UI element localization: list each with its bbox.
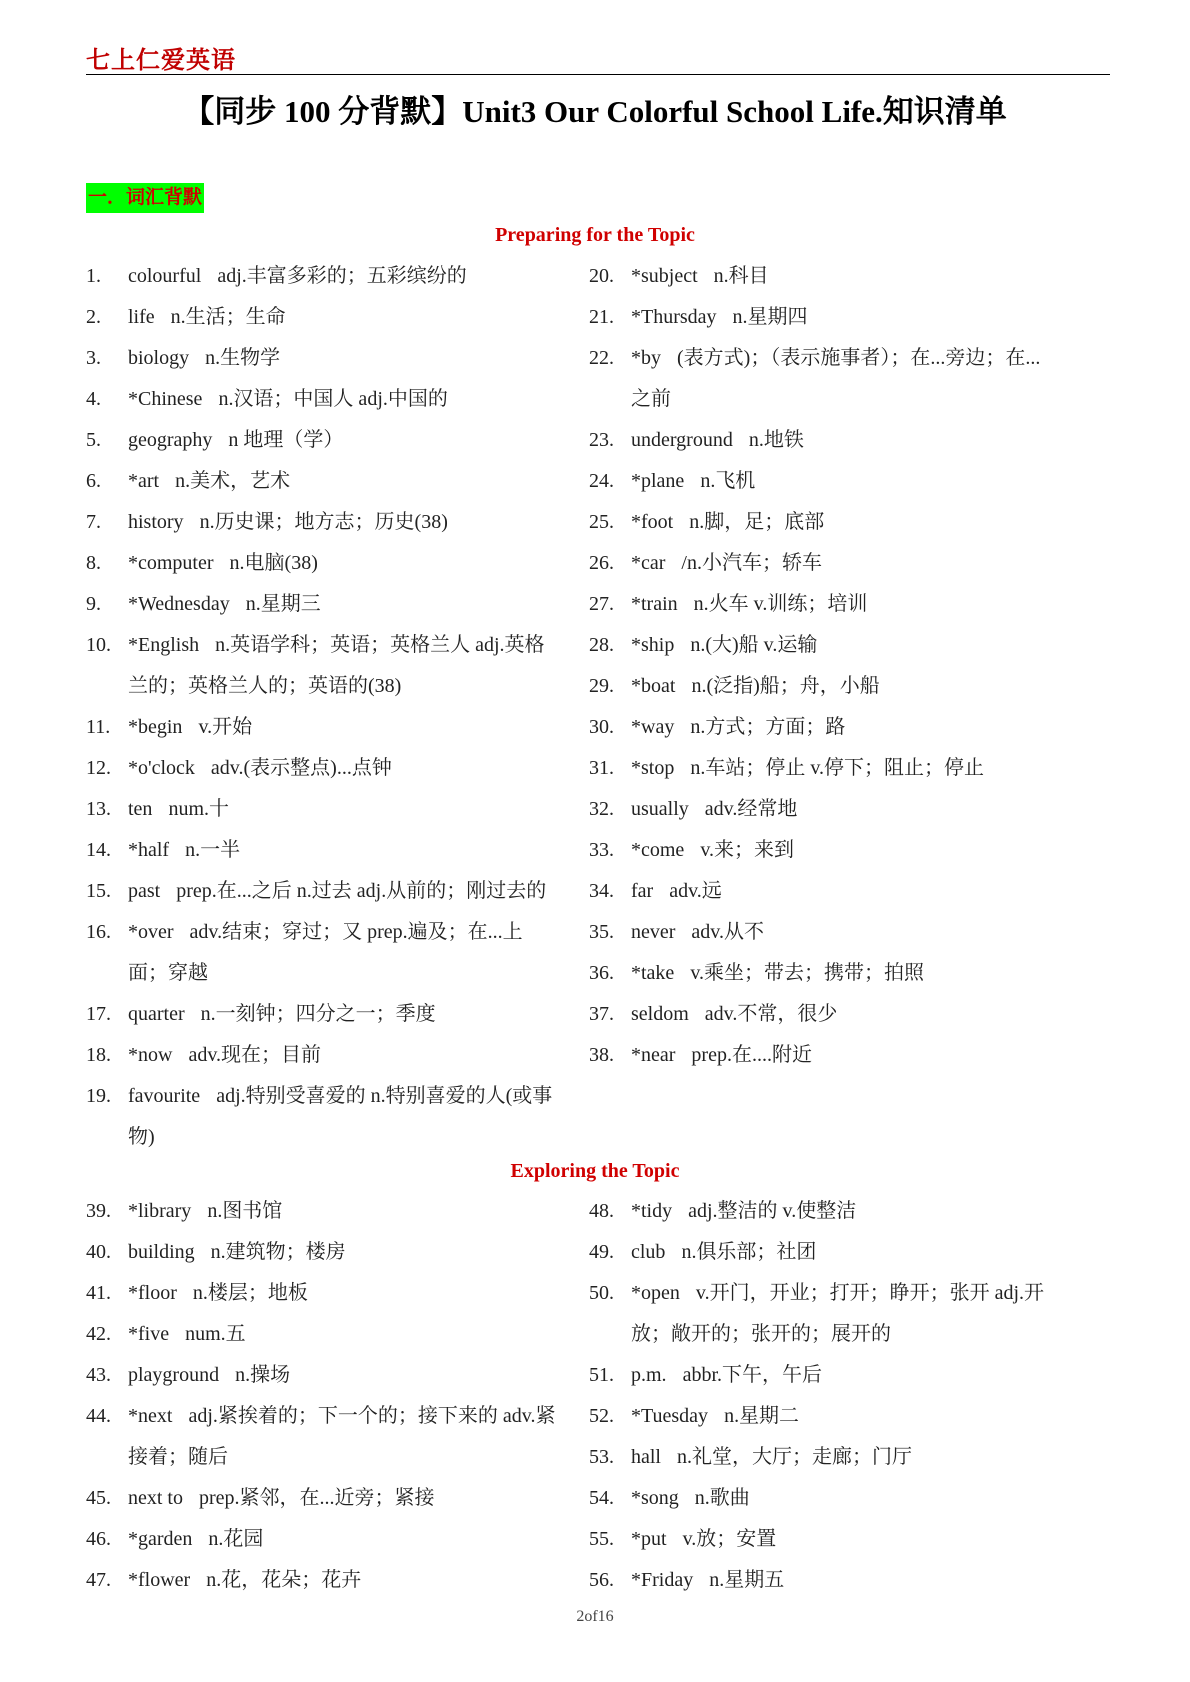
- entry-number: 32.: [589, 798, 614, 820]
- entry-definition: n.歌曲: [694, 1487, 750, 1509]
- vocab-entry: [589, 420, 1059, 461]
- entry-word: *foot: [631, 511, 674, 533]
- vocab-entry: [589, 1191, 1059, 1232]
- entry-word: never: [631, 921, 676, 943]
- vocab-entry: [589, 707, 1059, 748]
- entry-word: usually: [631, 798, 689, 820]
- vocab-entry: [589, 953, 1059, 994]
- vocab-entry: [589, 338, 1059, 420]
- vocab-entry: [86, 912, 556, 994]
- vocab-column-right-2: [589, 1191, 1059, 1601]
- vocab-entry: [589, 789, 1059, 830]
- entry-word: favourite: [128, 1085, 201, 1107]
- entry-word: *stop: [631, 757, 675, 779]
- entry-definition: num.十: [168, 798, 229, 820]
- entry-definition: n.花，花朵；花卉: [206, 1569, 362, 1591]
- vocab-entry: [589, 1478, 1059, 1519]
- entry-definition: n.星期三: [245, 593, 321, 615]
- entry-word: *song: [631, 1487, 679, 1509]
- vocab-entry: [86, 830, 556, 871]
- entry-definition: adj.丰富多彩的；五彩缤纷的: [217, 265, 467, 287]
- entry-number: 17.: [86, 1003, 111, 1025]
- entry-word: *car: [631, 552, 666, 574]
- vocab-entry: [589, 297, 1059, 338]
- entry-definition: n.车站；停止 v.停下；阻止；停止: [690, 757, 985, 779]
- entry-number: 37.: [589, 1003, 614, 1025]
- entry-number: 39.: [86, 1200, 111, 1222]
- entry-definition: n.操场: [235, 1364, 291, 1386]
- entry-word: colourful: [128, 265, 202, 287]
- vocab-entry: [589, 1273, 1059, 1355]
- vocab-entry: [86, 1232, 556, 1273]
- entry-word: *art: [128, 470, 160, 492]
- sub-heading-preparing: Preparing for the Topic: [495, 224, 695, 246]
- entry-word: seldom: [631, 1003, 689, 1025]
- vocab-entry: [86, 1519, 556, 1560]
- entry-definition: n.俱乐部；社团: [681, 1241, 817, 1263]
- entry-word: *English: [128, 634, 200, 656]
- entry-word: *tidy: [631, 1200, 673, 1222]
- entry-number: 8.: [86, 552, 101, 574]
- entry-number: 49.: [589, 1241, 614, 1263]
- vocab-entry: [86, 543, 556, 584]
- entry-word: *take: [631, 962, 675, 984]
- vocab-entry: [86, 379, 556, 420]
- entry-definition: n.星期五: [709, 1569, 785, 1591]
- entry-definition: adv.结束；穿过；又 prep.遍及；在...上面；穿越: [128, 921, 523, 984]
- entry-number: 21.: [589, 306, 614, 328]
- vocab-entry: [589, 1437, 1059, 1478]
- entry-definition: n.(大)船 v.运输: [690, 634, 818, 656]
- entry-word: *Wednesday: [128, 593, 230, 615]
- entry-word: ten: [128, 798, 153, 820]
- entry-definition: v.开门，开业；打开；睁开；张开 adj.开放；敞开的；张开的；展开的: [631, 1282, 1045, 1345]
- entry-number: 48.: [589, 1200, 614, 1222]
- entry-definition: adj.整洁的 v.使整洁: [688, 1200, 857, 1222]
- entry-word: *half: [128, 839, 170, 861]
- entry-number: 11.: [86, 716, 111, 738]
- entry-number: 24.: [589, 470, 614, 492]
- entry-definition: prep.在....附近: [691, 1044, 812, 1066]
- entry-definition: n.(泛指)船；舟，小船: [691, 675, 880, 697]
- entry-word: next to: [128, 1487, 183, 1509]
- entry-number: 26.: [589, 552, 614, 574]
- entry-definition: prep.在...之后 n.过去 adj.从前的；刚过去的: [176, 880, 547, 902]
- entry-definition: n.历史课；地方志；历史(38): [199, 511, 448, 533]
- entry-number: 40.: [86, 1241, 111, 1263]
- entry-definition: n.英语学科；英语；英格兰人 adj.英格兰的；英格兰人的；英语的(38): [128, 634, 545, 697]
- vocab-entry: [86, 1314, 556, 1355]
- entry-definition: n.生活；生命: [170, 306, 286, 328]
- entry-definition: v.开始: [198, 716, 253, 738]
- entry-word: p.m.: [631, 1364, 667, 1386]
- entry-definition: prep.紧邻，在...近旁；紧接: [199, 1487, 435, 1509]
- entry-definition: n.星期二: [724, 1405, 800, 1427]
- entry-definition: n.电脑(38): [229, 552, 318, 574]
- entry-number: 38.: [589, 1044, 614, 1066]
- entry-number: 14.: [86, 839, 111, 861]
- vocab-entry: [86, 748, 556, 789]
- entry-number: 44.: [86, 1405, 111, 1427]
- entry-word: *way: [631, 716, 675, 738]
- entry-word: *now: [128, 1044, 173, 1066]
- entry-word: *by: [631, 347, 661, 369]
- entry-number: 23.: [589, 429, 614, 451]
- entry-word: history: [128, 511, 184, 533]
- entry-definition: adv.经常地: [704, 798, 798, 820]
- vocab-entry: [589, 543, 1059, 584]
- entry-definition: (表方式)；（表示施事者）；在...旁边；在...之前: [631, 347, 1041, 410]
- entry-number: 12.: [86, 757, 111, 779]
- entry-number: 22.: [589, 347, 614, 369]
- vocab-entry: [589, 1519, 1059, 1560]
- entry-definition: n.楼层；地板: [192, 1282, 308, 1304]
- entry-number: 45.: [86, 1487, 111, 1509]
- entry-word: underground: [631, 429, 733, 451]
- vocab-entry: [589, 994, 1059, 1035]
- entry-word: *garden: [128, 1528, 193, 1550]
- vocab-column-right-1: [589, 256, 1059, 1076]
- vocab-entry: [86, 1478, 556, 1519]
- entry-number: 3.: [86, 347, 101, 369]
- vocab-entry: [86, 584, 556, 625]
- entry-word: *flower: [128, 1569, 191, 1591]
- entry-definition: n.星期四: [732, 306, 808, 328]
- vocab-entry: [589, 584, 1059, 625]
- vocab-entry: [86, 461, 556, 502]
- entry-definition: n.一刻钟；四分之一；季度: [200, 1003, 436, 1025]
- entry-word: *come: [631, 839, 685, 861]
- vocab-entry: [589, 625, 1059, 666]
- entry-number: 35.: [589, 921, 614, 943]
- entry-word: past: [128, 880, 161, 902]
- entry-word: quarter: [128, 1003, 185, 1025]
- entry-definition: abbr.下午，午后: [682, 1364, 822, 1386]
- entry-number: 51.: [589, 1364, 614, 1386]
- vocab-entry: [86, 1560, 556, 1601]
- vocab-column-left-1: [86, 256, 556, 1158]
- vocab-entry: [589, 871, 1059, 912]
- entry-number: 54.: [589, 1487, 614, 1509]
- entry-word: *Friday: [631, 1569, 694, 1591]
- vocab-entry: [589, 1396, 1059, 1437]
- section-title: 一．词汇背默: [86, 183, 204, 213]
- entry-definition: num.五: [185, 1323, 246, 1345]
- entry-number: 30.: [589, 716, 614, 738]
- entry-word: *library: [128, 1200, 192, 1222]
- vocab-entry: [589, 256, 1059, 297]
- entry-definition: n.建筑物；楼房: [210, 1241, 346, 1263]
- vocab-entry: [86, 871, 556, 912]
- entry-word: hall: [631, 1446, 661, 1468]
- entry-word: *Chinese: [128, 388, 203, 410]
- entry-number: 29.: [589, 675, 614, 697]
- entry-number: 18.: [86, 1044, 111, 1066]
- vocab-entry: [589, 502, 1059, 543]
- entry-number: 25.: [589, 511, 614, 533]
- entry-number: 42.: [86, 1323, 111, 1345]
- entry-number: 33.: [589, 839, 614, 861]
- entry-definition: adj.紧挨着的；下一个的；接下来的 adv.紧接着；随后: [128, 1405, 556, 1468]
- entry-word: *Tuesday: [631, 1405, 709, 1427]
- vocab-entry: [589, 912, 1059, 953]
- header-text: 七上仁爱英语: [86, 48, 236, 74]
- entry-definition: n.脚，足；底部: [689, 511, 825, 533]
- entry-word: playground: [128, 1364, 220, 1386]
- entry-definition: adv.(表示整点)...点钟: [210, 757, 392, 779]
- page-header: [86, 38, 1110, 75]
- entry-definition: n.生物学: [205, 347, 281, 369]
- entry-number: 52.: [589, 1405, 614, 1427]
- entry-number: 1.: [86, 265, 101, 287]
- entry-definition: n.花园: [208, 1528, 264, 1550]
- entry-number: 6.: [86, 470, 101, 492]
- entry-number: 55.: [589, 1528, 614, 1550]
- vocab-entry: [86, 297, 556, 338]
- entry-number: 19.: [86, 1085, 111, 1107]
- entry-number: 34.: [589, 880, 614, 902]
- entry-number: 50.: [589, 1282, 614, 1304]
- entry-word: *plane: [631, 470, 685, 492]
- sub-heading-exploring: Exploring the Topic: [510, 1160, 680, 1182]
- entry-word: *ship: [631, 634, 675, 656]
- vocab-entry: [86, 1076, 556, 1158]
- entry-number: 41.: [86, 1282, 111, 1304]
- entry-definition: v.来；来到: [700, 839, 795, 861]
- vocab-entry: [86, 625, 556, 707]
- entry-definition: adv.现在；目前: [188, 1044, 322, 1066]
- entry-word: *train: [631, 593, 678, 615]
- vocab-entry: [86, 502, 556, 543]
- vocab-entry: [86, 1035, 556, 1076]
- page-title: 【同步 100 分背默】Unit3 Our Colorful School Life.知识清单: [183, 94, 1007, 129]
- entry-word: *boat: [631, 675, 676, 697]
- vocab-entry: [589, 666, 1059, 707]
- entry-word: biology: [128, 347, 190, 369]
- vocab-entry: [86, 1191, 556, 1232]
- entry-definition: n.图书馆: [207, 1200, 283, 1222]
- entry-definition: n.美术，艺术: [175, 470, 291, 492]
- entry-number: 4.: [86, 388, 101, 410]
- entry-definition: v.放；安置: [682, 1528, 777, 1550]
- entry-definition: n.科目: [713, 265, 769, 287]
- vocab-entry: [589, 748, 1059, 789]
- entry-definition: n.飞机: [700, 470, 756, 492]
- entry-word: *over: [128, 921, 174, 943]
- entry-definition: n.礼堂，大厅；走廊；门厅: [677, 1446, 912, 1468]
- vocab-entry: [86, 789, 556, 830]
- vocab-entry: [589, 1355, 1059, 1396]
- entry-number: 36.: [589, 962, 614, 984]
- vocab-column-left-2: [86, 1191, 556, 1601]
- entry-word: life: [128, 306, 155, 328]
- vocab-entry: [86, 707, 556, 748]
- entry-word: *put: [631, 1528, 667, 1550]
- entry-number: 5.: [86, 429, 101, 451]
- entry-word: *Thursday: [631, 306, 717, 328]
- vocab-entry: [86, 256, 556, 297]
- entry-definition: /n.小汽车；轿车: [681, 552, 822, 574]
- vocab-entry: [589, 1232, 1059, 1273]
- entry-word: *next: [128, 1405, 173, 1427]
- entry-number: 13.: [86, 798, 111, 820]
- entry-word: building: [128, 1241, 195, 1263]
- entry-definition: adv.从不: [691, 921, 764, 943]
- entry-word: *computer: [128, 552, 214, 574]
- entry-number: 53.: [589, 1446, 614, 1468]
- entry-number: 9.: [86, 593, 101, 615]
- vocab-entry: [86, 420, 556, 461]
- entry-word: club: [631, 1241, 666, 1263]
- entry-word: *near: [631, 1044, 676, 1066]
- vocab-entry: [589, 461, 1059, 502]
- entry-word: *o'clock: [128, 757, 195, 779]
- entry-number: 31.: [589, 757, 614, 779]
- vocab-entry: [589, 1035, 1059, 1076]
- vocab-entry: [589, 1560, 1059, 1601]
- entry-number: 28.: [589, 634, 614, 656]
- vocab-entry: [86, 1355, 556, 1396]
- entry-word: *open: [631, 1282, 680, 1304]
- entry-number: 56.: [589, 1569, 614, 1591]
- vocab-entry: [86, 338, 556, 379]
- entry-definition: n.汉语；中国人 adj.中国的: [218, 388, 448, 410]
- entry-definition: n 地理（学）: [228, 429, 344, 451]
- entry-definition: n.地铁: [748, 429, 804, 451]
- entry-number: 27.: [589, 593, 614, 615]
- entry-number: 16.: [86, 921, 111, 943]
- entry-word: *floor: [128, 1282, 177, 1304]
- entry-definition: n.火车 v.训练；培训: [693, 593, 868, 615]
- entry-number: 10.: [86, 634, 111, 656]
- entry-definition: adj.特别受喜爱的 n.特别喜爱的人(或事物): [128, 1085, 553, 1148]
- entry-number: 43.: [86, 1364, 111, 1386]
- page-number: 2of16: [576, 1608, 614, 1625]
- entry-definition: adv.不常，很少: [704, 1003, 838, 1025]
- vocab-entry: [589, 830, 1059, 871]
- entry-word: far: [631, 880, 654, 902]
- vocab-entry: [86, 994, 556, 1035]
- entry-word: *begin: [128, 716, 183, 738]
- entry-word: *subject: [631, 265, 698, 287]
- entry-word: geography: [128, 429, 213, 451]
- entry-number: 20.: [589, 265, 614, 287]
- vocab-entry: [86, 1396, 556, 1478]
- entry-word: *five: [128, 1323, 170, 1345]
- entry-definition: v.乘坐；带去；携带；拍照: [690, 962, 925, 984]
- entry-definition: n.方式；方面；路: [690, 716, 846, 738]
- entry-definition: n.一半: [185, 839, 241, 861]
- entry-number: 7.: [86, 511, 101, 533]
- vocab-entry: [86, 1273, 556, 1314]
- entry-number: 2.: [86, 306, 101, 328]
- entry-number: 47.: [86, 1569, 111, 1591]
- entry-definition: adv.远: [669, 880, 722, 902]
- entry-number: 15.: [86, 880, 111, 902]
- entry-number: 46.: [86, 1528, 111, 1550]
